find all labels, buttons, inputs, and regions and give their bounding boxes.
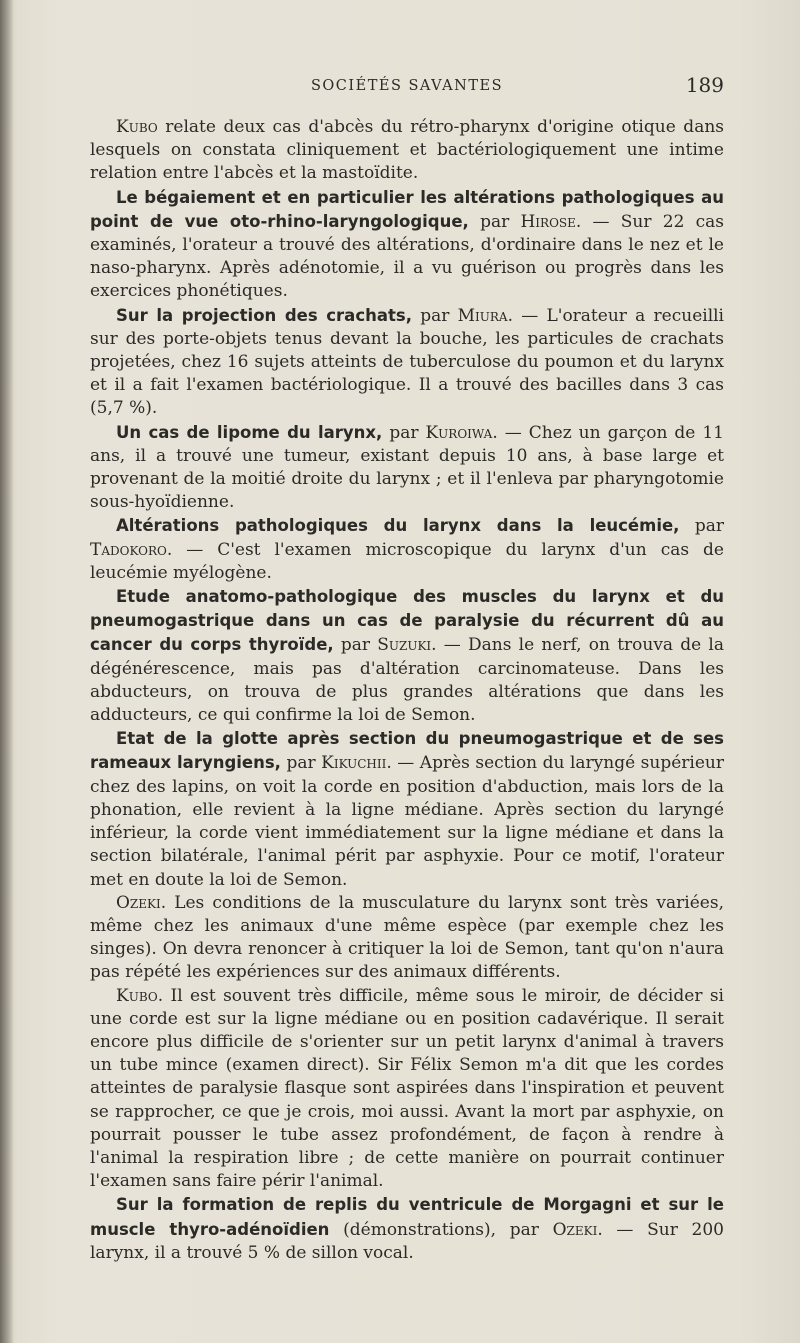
page-number: 189 xyxy=(685,73,724,97)
section-title: Un cas de lipome du larynx, xyxy=(116,422,383,442)
by-text: par xyxy=(679,516,724,537)
paragraph-text: . — C'est l'examen microscopique du larynx d'un cas de leucémie myélogène. xyxy=(90,539,724,583)
paragraph-leucemie xyxy=(90,514,724,585)
author-name: Suzuki xyxy=(377,635,432,656)
paragraph-begaiement xyxy=(90,186,724,304)
author-name: Kikuchii xyxy=(321,753,387,774)
author-name: Kubo xyxy=(116,117,158,137)
section-title: Etat de la glotte après section du pneumogastrique et de ses rameaux laryngiens, xyxy=(90,729,724,773)
author-name: Ozeki xyxy=(552,1219,598,1240)
paragraph-text: . — Sur 22 cas examinés, l'orateur a trouvé des altérations, d'ordinaire dans le nez et le naso-pharynx. Après adénotomie, il a vu guérison ou progrès dans les exercices phonétiques. xyxy=(90,211,725,302)
paragraph-text: . — Sur 200 larynx, il a trouvé 5 % de sillon vocal. xyxy=(90,1219,724,1263)
page-header xyxy=(90,73,724,102)
paragraph-text: relate deux cas d'abcès du rétro-pharynx d'origine otique dans lesquels on constata cliniquement et bactériologiquement une intime relation entre l'abcès et la mastoïdite. xyxy=(90,117,724,184)
author-name: Ozeki xyxy=(116,892,161,913)
section-title: Sur la formation de replis du ventricule de Morgagni et sur le muscle thyro-adénoïdien xyxy=(90,1195,724,1239)
paragraph-text: . — Chez un garçon de 11 ans, il a trouvé une tumeur, existant depuis 10 ans, à base large et provenant de la moitié droite du larynx ; et il l'enleva par pharyngotomie sous-hyoïdienne. xyxy=(90,422,724,513)
author-name: Kuroiwa xyxy=(425,422,493,443)
section-title: Sur la projection des crachats, xyxy=(116,305,412,325)
section-title: Le bégaiement et en particulier les altérations pathologiques au point de vue oto-rhino-laryngologique, xyxy=(90,187,724,231)
running-title: SOCIÉTÉS SAVANTES xyxy=(310,78,504,94)
book-spine-shadow xyxy=(0,0,14,1343)
by-text: par xyxy=(333,635,378,656)
paragraph-ozeki-remark xyxy=(90,892,724,985)
by-text: par xyxy=(280,753,322,774)
author-name: Tadokoro xyxy=(90,539,167,560)
paragraph-kubo-remark xyxy=(90,985,724,1194)
author-name: Kubo xyxy=(116,985,158,1006)
page-body xyxy=(90,116,724,1265)
section-title: Etude anatomo-pathologique des muscles du larynx et du pneumogastrique dans un cas de paralysie du récurrent dû au cancer du corps thyroïde, xyxy=(90,587,724,655)
paragraph-crachats xyxy=(90,304,724,421)
paragraph-lipome xyxy=(90,421,724,515)
paragraph-text: . — L'orateur a recueilli sur des porte-objets tenus devant la bouche, les particules de crachats projetées, chez 16 sujets atteints de tuberculose du poumon et du larynx et il a fait l'examen bactériologique. Il a trouvé des bacilles dans 3 cas (5,7 %). xyxy=(90,305,724,419)
paragraph-text: . — Après section du laryngé supérieur chez des lapins, on voit la corde en position d'abduction, mais lors de la phonation, elle revient à la ligne médiane. Après section du laryngé inférieur, la corde vient immédiatement sur la ligne médiane et dans la section bilatérale, l'animal périt par asphyxie. Pour ce motif, l'orateur met en doute la loi de Semon. xyxy=(90,753,725,890)
paragraph-text: . — Dans le nerf, on trouva de la dégénérescence, mais pas d'altération carcinomateuse. Dans les abducteurs, on trouva de plus grandes altérations que dans les adducteurs, ce qui confirme la loi de Semon. xyxy=(90,635,725,726)
paragraph-etat-glotte xyxy=(90,727,724,891)
author-name: Hirose xyxy=(520,211,576,232)
section-title: Altérations pathologiques du larynx dans la leucémie, xyxy=(116,516,680,536)
paragraph-etude-anatomo xyxy=(90,585,724,727)
paragraph-morgagni xyxy=(90,1193,724,1265)
paragraph-text: . Les conditions de la musculature du larynx sont très variées, même chez les animaux d'une même espèce (par exemple chez les singes). On devra renoncer à critiquer la loi de Semon, tant qu'on n'aura pas répété les expériences sur des animaux différents. xyxy=(90,892,724,983)
by-text: par xyxy=(411,305,458,326)
paragraph-kubo-abces xyxy=(90,116,724,186)
by-text: par xyxy=(382,422,426,443)
author-name: Miura xyxy=(457,305,508,326)
by-text: par xyxy=(468,211,521,232)
by-text: (démonstrations), par xyxy=(329,1219,553,1240)
paragraph-text: . Il est souvent très difficile, même sous le miroir, de décider si une corde est sur la ligne médiane ou en position cadavérique. Il serait encore plus difficile de s'orienter sur un petit larynx d'animal à travers un tube mince (examen direct). Sir Félix Semon m'a dit que les cordes atteintes de paralysie flasque sont aspirées dans l'inspiration et peuvent se rapprocher, ce que je crois, moi aussi. Avant la mort par asphyxie, on pourrait pousser le tube assez profondément, de façon à rendre à l'animal la respiration libre ; de cette manière on pourrait continuer l'examen sans faire périr l'animal. xyxy=(90,985,724,1192)
